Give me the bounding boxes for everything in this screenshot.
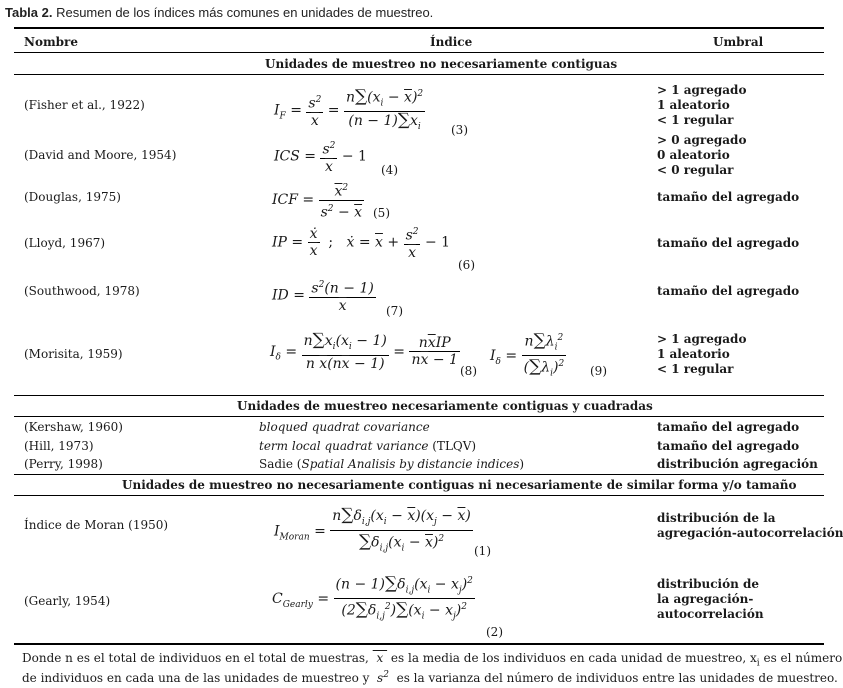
- umbral-line: 0 aleatorio: [657, 148, 730, 162]
- row-douglas-umbral: tamaño del agregado: [657, 190, 800, 204]
- equation-number: (1): [474, 544, 491, 558]
- row-david-moore-name: (David and Moore, 1954): [24, 148, 177, 162]
- equation-gearly: $C_{Gearly}$ = $\frac{(n - 1)\sum\delta_{i,j}(x_i - x_j)^2}{(2\sum\delta_{i,j}^2)\sum(x_i - x_j)^2}$: [272, 573, 473, 622]
- footnote-line-2: de individuos en cada una de las unidades de muestreo y $s^2$ es la varianza del número de individuos entre las unidades de muestreo.: [22, 670, 838, 685]
- umbral-line: < 1 regular: [657, 362, 734, 376]
- row-morisita-umbral: [657, 332, 746, 377]
- equation-morisita-lambda: $I_\delta$ = $\frac{n\sum\lambda_i^2}{(\sum\lambda_i)^2}$: [490, 330, 565, 379]
- row-moran-name: Índice de Moran (1950): [24, 518, 169, 532]
- index-prefix: Sadie (: [259, 457, 302, 471]
- umbral-line: la agregación-: [657, 592, 754, 606]
- row-perry-umbral: distribución agregación: [657, 457, 818, 471]
- umbral-line: > 1 agregado: [657, 83, 747, 97]
- row-morisita-name: (Morisita, 1959): [24, 347, 123, 361]
- row-douglas-name: (Douglas, 1975): [24, 190, 121, 204]
- equation-lloyd: IP = $\frac{\text{ẋ}}{x}$ ; ẋ = $\overline{x}$ + $\frac{s^2}{x}$ − 1: [272, 225, 451, 261]
- header-umbral: Umbral: [713, 35, 764, 49]
- table-caption: [5, 5, 433, 20]
- top-rule: [14, 27, 824, 29]
- section2-title: Unidades de muestreo necesariamente contiguas y cuadradas: [237, 399, 653, 413]
- umbral-line: distribución de: [657, 577, 760, 591]
- footnote-text: es la media de los individuos en cada unidad de muestreo, x: [390, 651, 757, 665]
- index-italic: term local quadrat variance: [259, 439, 429, 453]
- row-kershaw-index: bloqued quadrat covariance: [259, 420, 430, 434]
- row-southwood-umbral: tamaño del agregado: [657, 284, 800, 298]
- equation-moran: $I_{Moran}$ = $\frac{n\sum\delta_{i,j}(x_i - \overline{x})(x_j - \overline{x})}{\sum\delta_{i,j}(x_i - \overline{x})^2}$: [274, 505, 471, 554]
- equation-fisher: $I_F$ = $\frac{s^2}{x}$ = $\frac{n\sum(x_i - \overline{x})^2}{(n - 1)\sum x_i}$: [274, 86, 424, 133]
- equation-number: (8): [460, 364, 477, 378]
- row-lloyd-name: (Lloyd, 1967): [24, 236, 106, 250]
- section2-top-rule: [14, 395, 824, 396]
- umbral-line: autocorrelación: [657, 607, 764, 621]
- row-hill-name: (Hill, 1973): [24, 439, 94, 453]
- row-hill-index: [259, 439, 476, 454]
- bottom-rule: [14, 643, 824, 645]
- header-rule: [14, 52, 824, 53]
- index-italic: Spatial Analisis by distancie indices: [301, 457, 520, 471]
- equation-icf: ICF = $\frac{\overline{x}^2}{s^2 - \overline{x}}$: [272, 180, 364, 220]
- header-nombre: Nombre: [24, 35, 79, 49]
- umbral-line: agregación-autocorrelación: [657, 526, 843, 540]
- caption-text: Resumen de los índices más comunes en unidades de muestreo.: [56, 5, 434, 20]
- umbral-line: 1 aleatorio: [657, 98, 730, 112]
- section1-title: Unidades de muestreo no necesariamente contiguas: [265, 57, 618, 71]
- umbral-line: 1 aleatorio: [657, 347, 730, 361]
- row-hill-umbral: tamaño del agregado: [657, 439, 800, 453]
- equation-number: (2): [486, 625, 503, 639]
- umbral-line: > 1 agregado: [657, 332, 747, 346]
- row-moran-umbral: [657, 511, 843, 541]
- row-perry-index: [259, 457, 524, 472]
- umbral-line: < 1 regular: [657, 113, 734, 127]
- caption-label: Tabla 2.: [5, 5, 53, 20]
- footnote-text: es el número: [763, 651, 843, 665]
- row-fisher-umbral: [657, 83, 746, 128]
- equation-number: (5): [373, 206, 390, 220]
- equation-number: (3): [451, 123, 468, 137]
- section3-rule: [14, 495, 824, 496]
- row-fisher-name: (Fisher et al., 1922): [24, 98, 145, 112]
- equation-number: (6): [458, 258, 475, 272]
- equation-ics: ICS = $\frac{s^2}{x}$ − 1: [274, 138, 367, 175]
- row-lloyd-umbral: tamaño del agregado: [657, 236, 800, 250]
- index-suffix: (TLQV): [428, 439, 477, 453]
- umbral-line: > 0 agregado: [657, 133, 747, 147]
- equation-number: (9): [590, 364, 607, 378]
- row-gearly-umbral: [657, 577, 764, 622]
- header-indice: Índice: [430, 35, 473, 49]
- footnote-line-1: Donde n es el total de individuos en el total de muestras, x es la media de los individuos en cada unidad de muestreo, $x_i$ es el número: [22, 651, 843, 669]
- row-david-moore-umbral: [657, 133, 746, 178]
- row-southwood-name: (Southwood, 1978): [24, 284, 140, 298]
- section2-rule: [14, 416, 824, 417]
- row-kershaw-name: (Kershaw, 1960): [24, 420, 123, 434]
- row-perry-name: (Perry, 1998): [24, 457, 103, 471]
- index-suffix: ): [519, 457, 525, 471]
- row-gearly-name: (Gearly, 1954): [24, 594, 111, 608]
- section3-title: Unidades de muestreo no necesariamente contiguas ni necesariamente de similar forma y/o tamaño: [122, 478, 797, 492]
- footnote-text: de individuos en cada una de las unidades de muestreo y: [22, 671, 370, 685]
- umbral-line: < 0 regular: [657, 163, 734, 177]
- footnote-text: es la varianza del número de individuos entre las unidades de muestreo.: [396, 671, 838, 685]
- section1-rule: [14, 74, 824, 75]
- equation-southwood: ID = $\frac{s^2(n - 1)}{x}$: [272, 277, 376, 314]
- umbral-line: distribución de la: [657, 511, 776, 525]
- equation-number: (4): [381, 163, 398, 177]
- equation-number: (7): [386, 304, 403, 318]
- equation-morisita: $I_\delta$ = $\frac{n\sum x_i(x_i - 1)}{n \overline{x}(n\overline{x} - 1)}$ = $\frac{n\overline{x}IP}{n\overline{x} - 1}$: [270, 330, 458, 372]
- section3-top-rule: [14, 474, 824, 475]
- row-kershaw-umbral: tamaño del agregado: [657, 420, 800, 434]
- footnote-text: Donde n es el total de individuos en el total de muestras,: [22, 651, 369, 665]
